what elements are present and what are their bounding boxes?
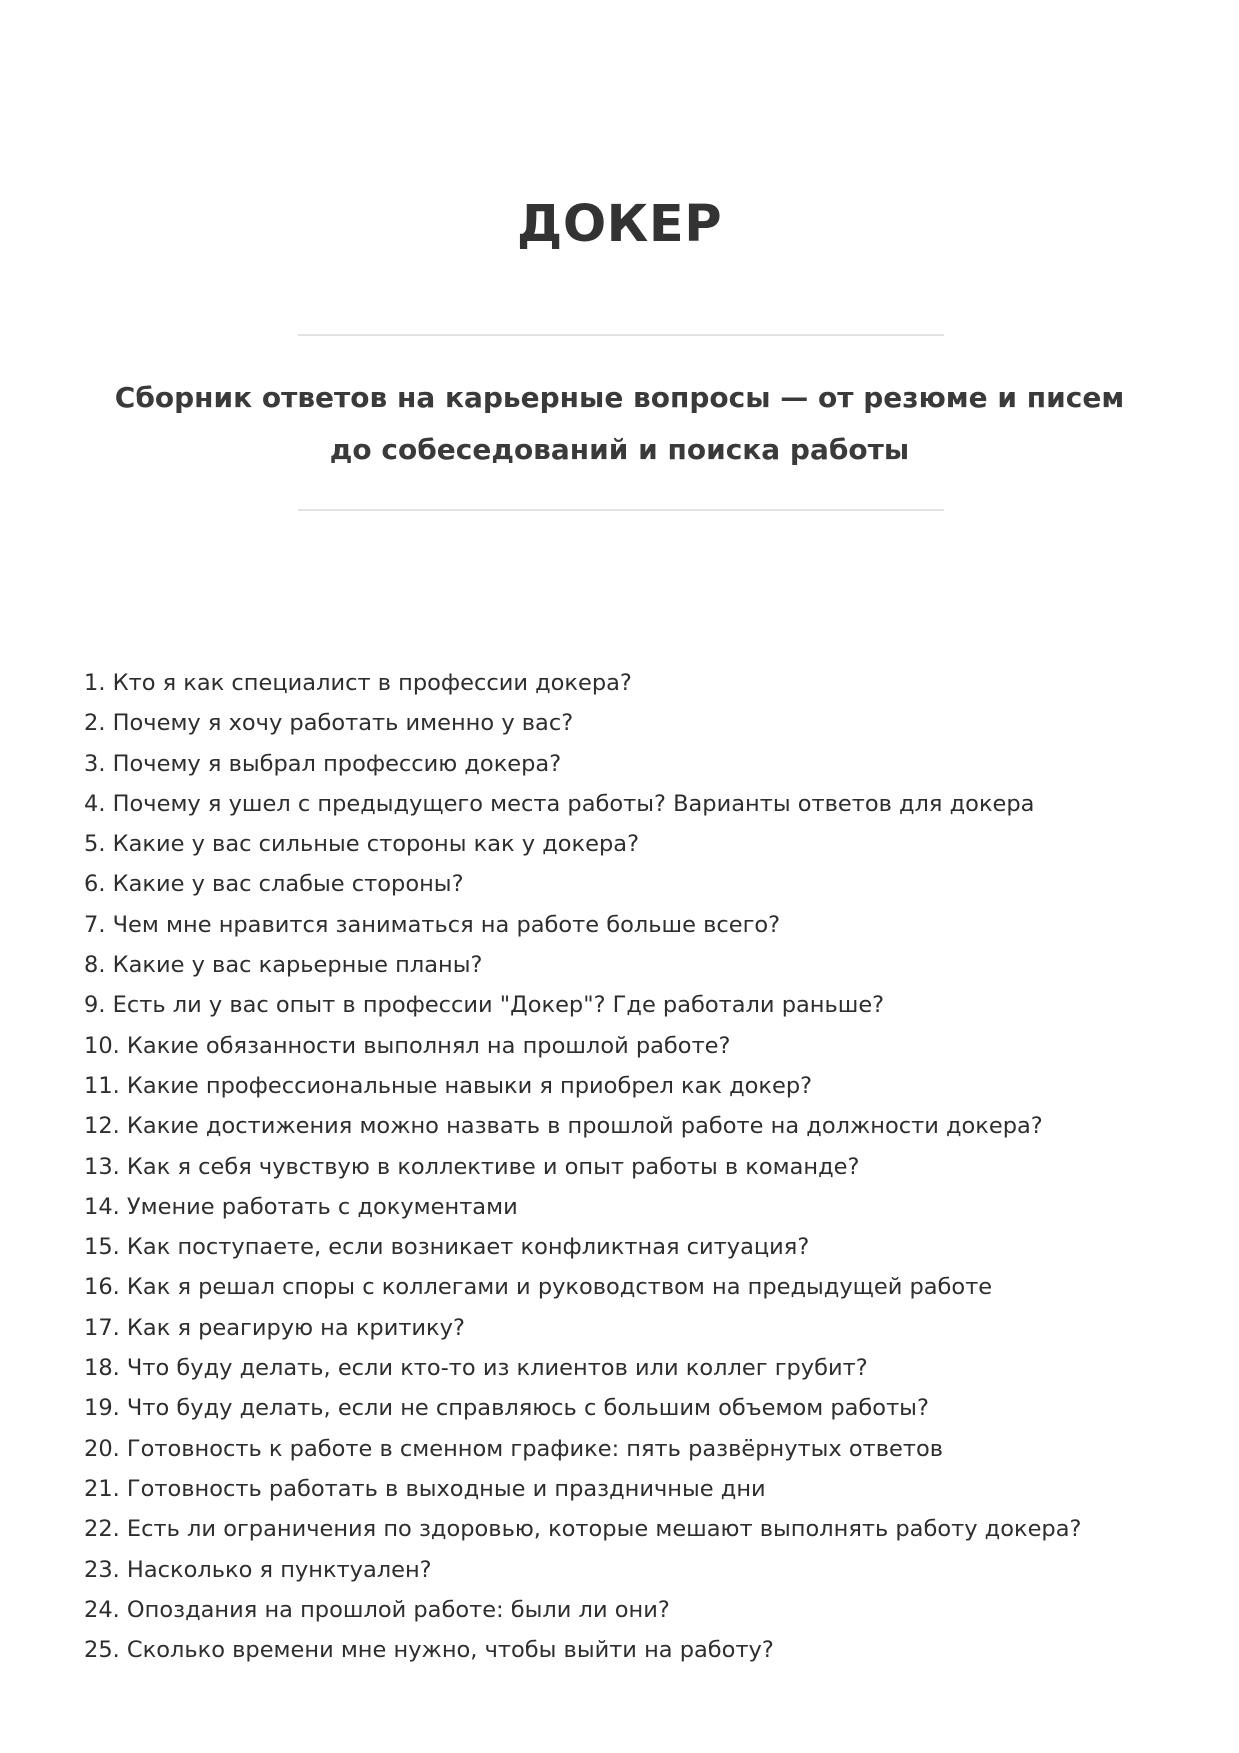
question-item: 20. Готовность к работе в сменном графике: пять развёрнутых ответов <box>84 1435 943 1462</box>
question-item: 17. Как я реагирую на критику? <box>84 1314 465 1341</box>
question-item: 16. Как я решал споры с коллегами и руководством на предыдущей работе <box>84 1274 993 1301</box>
page-subtitle: Сборник ответов на карьерные вопросы — от резюме и писем до собеседований и поиска работы <box>114 381 1125 466</box>
question-item: 11. Какие профессиональные навыки я приобрел как докер? <box>84 1072 813 1099</box>
divider-top <box>298 334 944 336</box>
question-item: 19. Что буду делать, если не справляюсь с большим объемом работы? <box>84 1395 929 1422</box>
question-item: 14. Умение работать с документами <box>84 1193 518 1220</box>
question-item: 8. Какие у вас карьерные планы? <box>84 952 483 979</box>
question-item: 13. Как я себя чувствую в коллективе и опыт работы в команде? <box>84 1153 860 1180</box>
question-item: 1. Кто я как специалист в профессии докера? <box>84 670 632 696</box>
question-item: 2. Почему я хочу работать именно у вас? <box>84 710 574 737</box>
question-item: 18. Что буду делать, если кто-то из клиентов или коллег грубит? <box>84 1355 868 1382</box>
page-title: ДОКЕР <box>516 195 723 254</box>
question-item: 4. Почему я ушел с предыдущего места работы? Варианты ответов для докера <box>84 790 1035 817</box>
question-item: 15. Как поступаете, если возникает конфликтная ситуация? <box>84 1234 810 1261</box>
question-item: 23. Насколько я пунктуален? <box>84 1556 432 1583</box>
question-item: 3. Почему я выбрал профессию докера? <box>84 750 562 777</box>
question-item: 25. Сколько времени мне нужно, чтобы выйти на работу? <box>84 1637 774 1664</box>
question-item: 22. Есть ли ограничения по здоровью, которые мешают выполнять работу докера? <box>84 1516 1082 1543</box>
question-item: 5. Какие у вас сильные стороны как у докера? <box>84 831 640 858</box>
question-item: 7. Чем мне нравится заниматься на работе больше всего? <box>84 911 781 938</box>
question-item: 9. Есть ли у вас опыт в профессии "Докер"? Где работали раньше? <box>84 992 885 1019</box>
question-item: 10. Какие обязанности выполнял на прошлой работе? <box>84 1032 731 1059</box>
question-item: 6. Какие у вас слабые стороны? <box>84 871 464 898</box>
question-item: 12. Какие достижения можно назвать в прошлой работе на должности докера? <box>84 1113 1043 1140</box>
question-list <box>84 663 1164 1670</box>
question-item: 21. Готовность работать в выходные и праздничные дни <box>84 1475 766 1502</box>
divider-bottom <box>298 509 944 511</box>
question-item: 24. Опоздания на прошлой работе: были ли они? <box>84 1596 670 1623</box>
